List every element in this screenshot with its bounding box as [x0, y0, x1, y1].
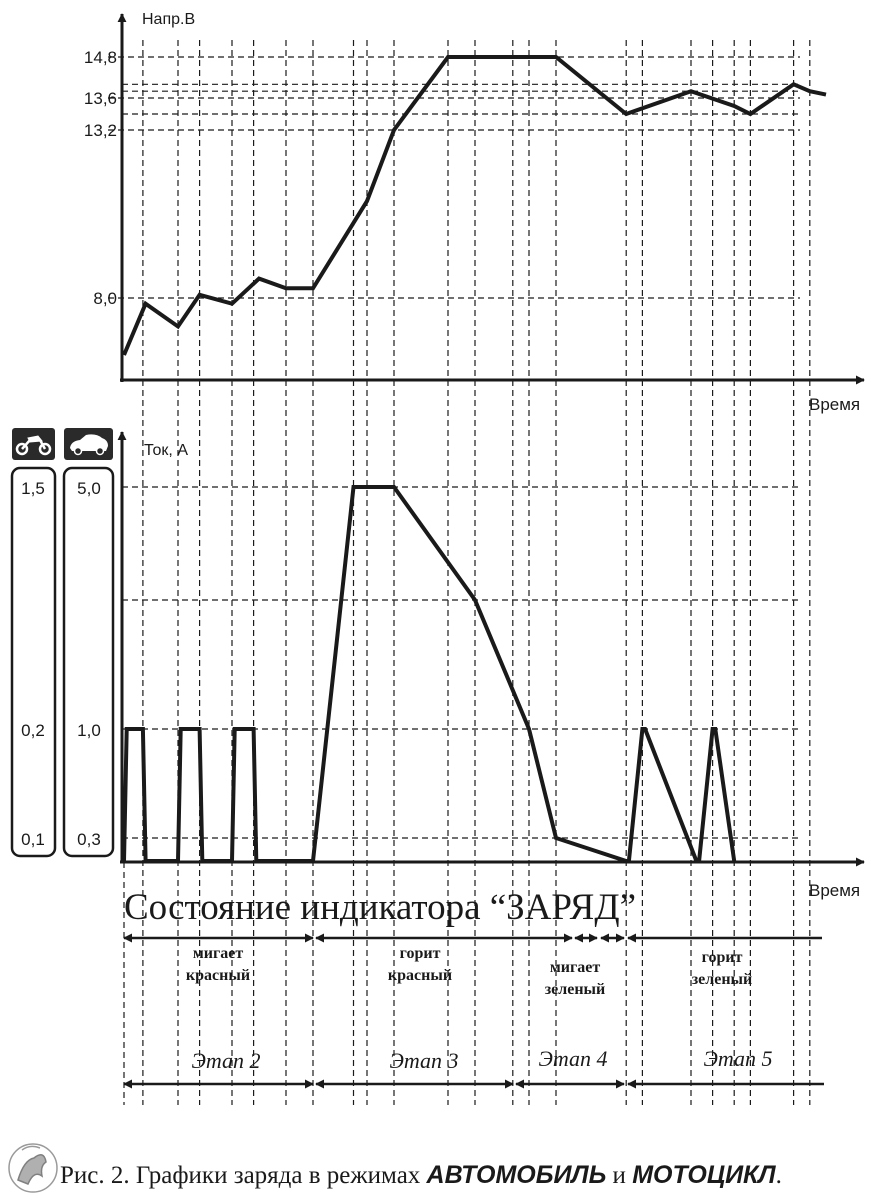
car-scale-frame [64, 468, 113, 856]
car-scale [64, 428, 113, 856]
voltage-tick-0: 14,8 [83, 48, 117, 67]
voltage-tick-3: 8,0 [93, 289, 117, 308]
moto-scale-frame [12, 468, 55, 856]
car-tick-0: 5,0 [77, 479, 101, 498]
stage-4-label: Этап 4 [538, 1046, 608, 1071]
state-3-line2: зеленый [544, 981, 606, 998]
voltage-chart [84, 11, 864, 414]
state-1-line2: красный [185, 967, 251, 984]
voltage-time-label: Время [809, 395, 861, 414]
state-2-line1: горит [399, 945, 441, 962]
caption-mode-car: АВТОМОБИЛЬ [426, 1161, 607, 1189]
stage-labels [191, 1046, 772, 1073]
state-3-line1: мигает [549, 959, 601, 976]
state-1-line1: мигает [192, 945, 244, 962]
caption-joiner: и [606, 1162, 633, 1189]
car-tick-1: 1,0 [77, 721, 101, 740]
voltage-tick-1: 13,6 [83, 89, 117, 108]
current-chart [12, 428, 864, 900]
stage-3-label: Этап 3 [389, 1048, 459, 1073]
stage-2-label: Этап 2 [191, 1048, 261, 1073]
moto-tick-0: 1,5 [21, 479, 45, 498]
state-2-line2: красный [387, 967, 453, 984]
caption-mode-moto: МОТОЦИКЛ [632, 1161, 776, 1189]
voltage-tick-labels [84, 48, 117, 308]
current-time-label: Время [809, 881, 861, 900]
voltage-tick-2: 13,2 [83, 121, 117, 140]
stage-5-label: Этап 5 [703, 1046, 773, 1071]
state-4-line1: горит [701, 949, 743, 966]
moto-scale [12, 428, 55, 856]
svg-text:Рис. 2. Графики заряда в режим [60, 1161, 782, 1189]
car-tick-2: 0,3 [77, 830, 101, 849]
indicator-heading: Состояние индикатора “ЗАРЯД” [124, 887, 637, 928]
moto-tick-2: 0,1 [21, 830, 45, 849]
moto-tick-1: 0,2 [21, 721, 45, 740]
indicator-states [186, 945, 752, 998]
brand-logo-icon [9, 1144, 57, 1192]
voltage-axis-label: Напр.В [142, 11, 196, 28]
state-4-line2: зеленый [691, 971, 753, 988]
current-gridlines [122, 487, 800, 838]
caption-suffix: . [775, 1162, 782, 1189]
caption-prefix: Рис. 2. Графики заряда в режимах [60, 1162, 427, 1189]
current-axis-label: Ток, А [144, 442, 188, 459]
figure-caption [9, 1144, 782, 1192]
indicator-section [124, 887, 824, 1084]
